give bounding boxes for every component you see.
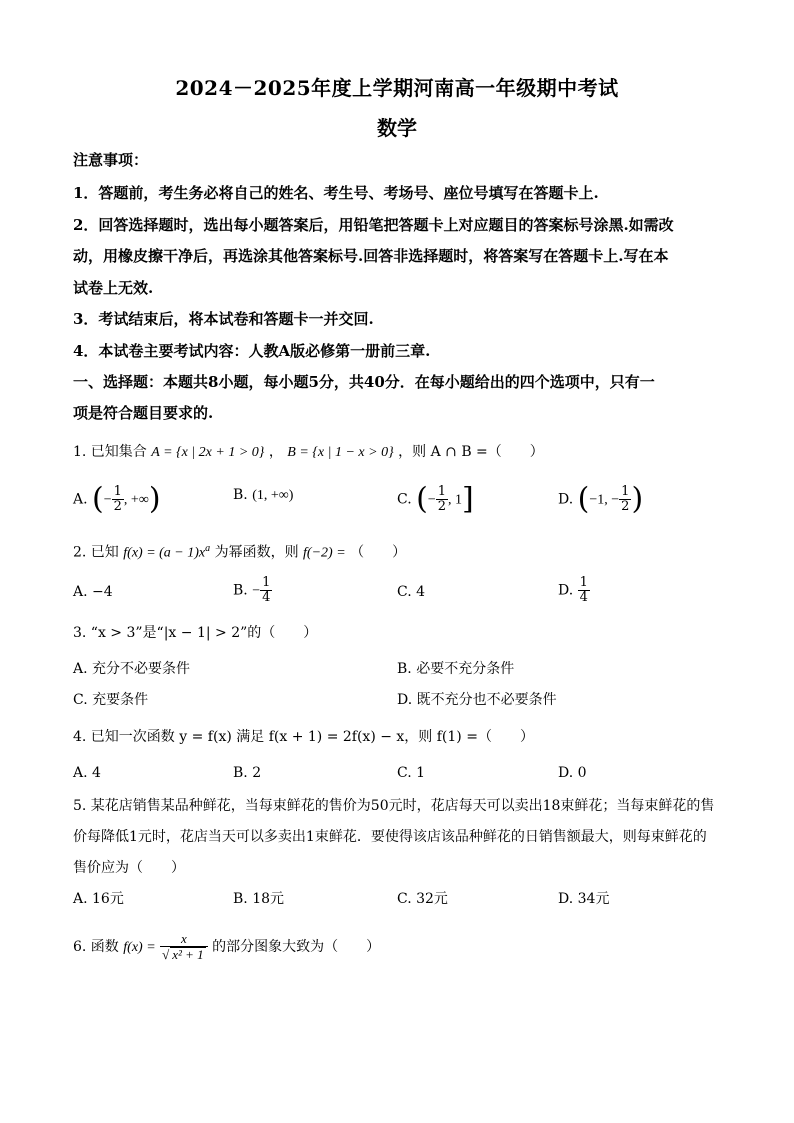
q3-option-c: C. 充要条件: [73, 692, 149, 708]
exam-subject: 数学: [377, 116, 417, 140]
q1-stem-pre: 1. 已知集合: [73, 444, 147, 460]
q3-option-d: D. 既不充分也不必要条件: [397, 692, 557, 708]
q6-fraction: $\frac{x}{\text{√ x² + 1}}$: [160, 932, 208, 962]
q1-set-a: A = {x | 2x + 1 > 0}: [151, 445, 265, 460]
q1-option-a: A. (− $\frac{1}{2}$ , +∞): [73, 481, 161, 517]
q6-stem: 6. 函数 f(x) = $\frac{x}{\text{√ x² + 1}}$ 的部分图象大致为（ ）: [73, 931, 381, 962]
q4-option-a: A. 4: [73, 765, 101, 781]
option-value: (1, +∞): [252, 488, 294, 503]
q2-option-b: B. − $\frac{1}{4}$: [233, 575, 271, 605]
q5-line-3: 售价应为（ ）: [73, 860, 185, 876]
q5-option-b: B. 18元: [233, 891, 285, 907]
q1-stem-post: ，则 A ∩ B =（ ）: [398, 444, 544, 460]
option-label: A.: [73, 491, 88, 508]
q5-line-1: 5. 某花店销售某品种鲜花，当每束鲜花的售价为50元时，花店每天可以卖出18束鲜花；当每束鲜花的售: [73, 798, 715, 814]
section-1-line-1: 一、选择题：本题共8小题，每小题5分，共40分．在每小题给出的四个选项中，只有一: [73, 373, 655, 391]
fraction: $\frac{1}{4}$: [579, 575, 588, 605]
q4-option-d: D. 0: [558, 765, 587, 781]
q2-function: f(x) = (a − 1)x: [123, 545, 206, 561]
q2-option-a: A. −4: [73, 584, 113, 600]
fraction: $\frac{1}{4}$: [262, 575, 271, 605]
q6-function: f(x) =: [123, 940, 156, 955]
q5-line-2: 价每降低1元时，花店当天可以多卖出1束鲜花．要使得该店该品种鲜花的日销售额最大，则每束鲜花的: [73, 829, 707, 845]
q4-option-c: C. 1: [397, 765, 426, 781]
q1-option-d: D. (−1, − $\frac{1}{2}$ ): [558, 481, 644, 517]
section-1-line-2: 项是符合题目要求的.: [73, 404, 214, 422]
q3-option-a: A. 充分不必要条件: [73, 661, 191, 677]
q2-stem: 2. 已知 $f(x) = (a - 1)x^a$ 为幂函数，则 f(−2) = （ ）: [73, 543, 407, 561]
q1-stem: [73, 442, 723, 463]
option-label: C.: [397, 491, 412, 508]
note-4: 4．本试卷主要考试内容：人教A版必修第一册前三章.: [73, 342, 431, 360]
notes-heading: 注意事项：: [73, 151, 149, 169]
fraction: $\frac{1}{2}$: [437, 484, 447, 514]
q2-option-d: D. $\frac{1}{4}$: [558, 575, 588, 605]
note-3: 3．考试结束后，将本试卷和答题卡一并交回.: [73, 310, 374, 328]
q3-option-b: B. 必要不充分条件: [397, 661, 515, 677]
q5-option-d: D. 34元: [558, 891, 610, 907]
note-2-line-1: 2．回答选择题时，选出每小题答案后，用铅笔把答题卡上对应题目的答案标号涂黑.如需改: [73, 216, 674, 234]
q1-set-b: B = {x | 1 − x > 0}: [287, 445, 394, 460]
fraction: $\frac{1}{2}$: [621, 484, 630, 514]
exam-title: 2024－2025年度上学期河南高一年级期中考试: [175, 76, 619, 100]
note-2-line-3: 试卷上无效.: [73, 279, 154, 297]
note-1: 1．答题前，考生务必将自己的姓名、考生号、考场号、座位号填写在答题卡上.: [73, 184, 599, 202]
q5-option-a: A. 16元: [73, 891, 124, 907]
q2-option-c: C. 4: [397, 584, 426, 600]
q1-sep: ，: [268, 444, 283, 460]
q1-option-b: [233, 485, 293, 506]
q1-option-c: C. (− $\frac{1}{2}$ , 1]: [397, 481, 474, 517]
note-2-line-2: 动，用橡皮擦干净后，再选涂其他答案标号.回答非选择题时，将答案写在答题卡上.写在本: [73, 247, 669, 265]
q4-option-b: B. 2: [233, 765, 262, 781]
option-label: D.: [558, 491, 574, 508]
fraction: $\frac{1}{2}$: [113, 484, 122, 514]
q4-stem: 4. 已知一次函数 y = f(x) 满足 f(x + 1) = 2f(x) − x，则 f(1) =（ ）: [73, 729, 534, 745]
option-label: B.: [233, 487, 248, 503]
q5-option-c: C. 32元: [397, 891, 448, 907]
q3-stem: 3. “x > 3”是“|x − 1| > 2”的（ ）: [73, 625, 318, 641]
